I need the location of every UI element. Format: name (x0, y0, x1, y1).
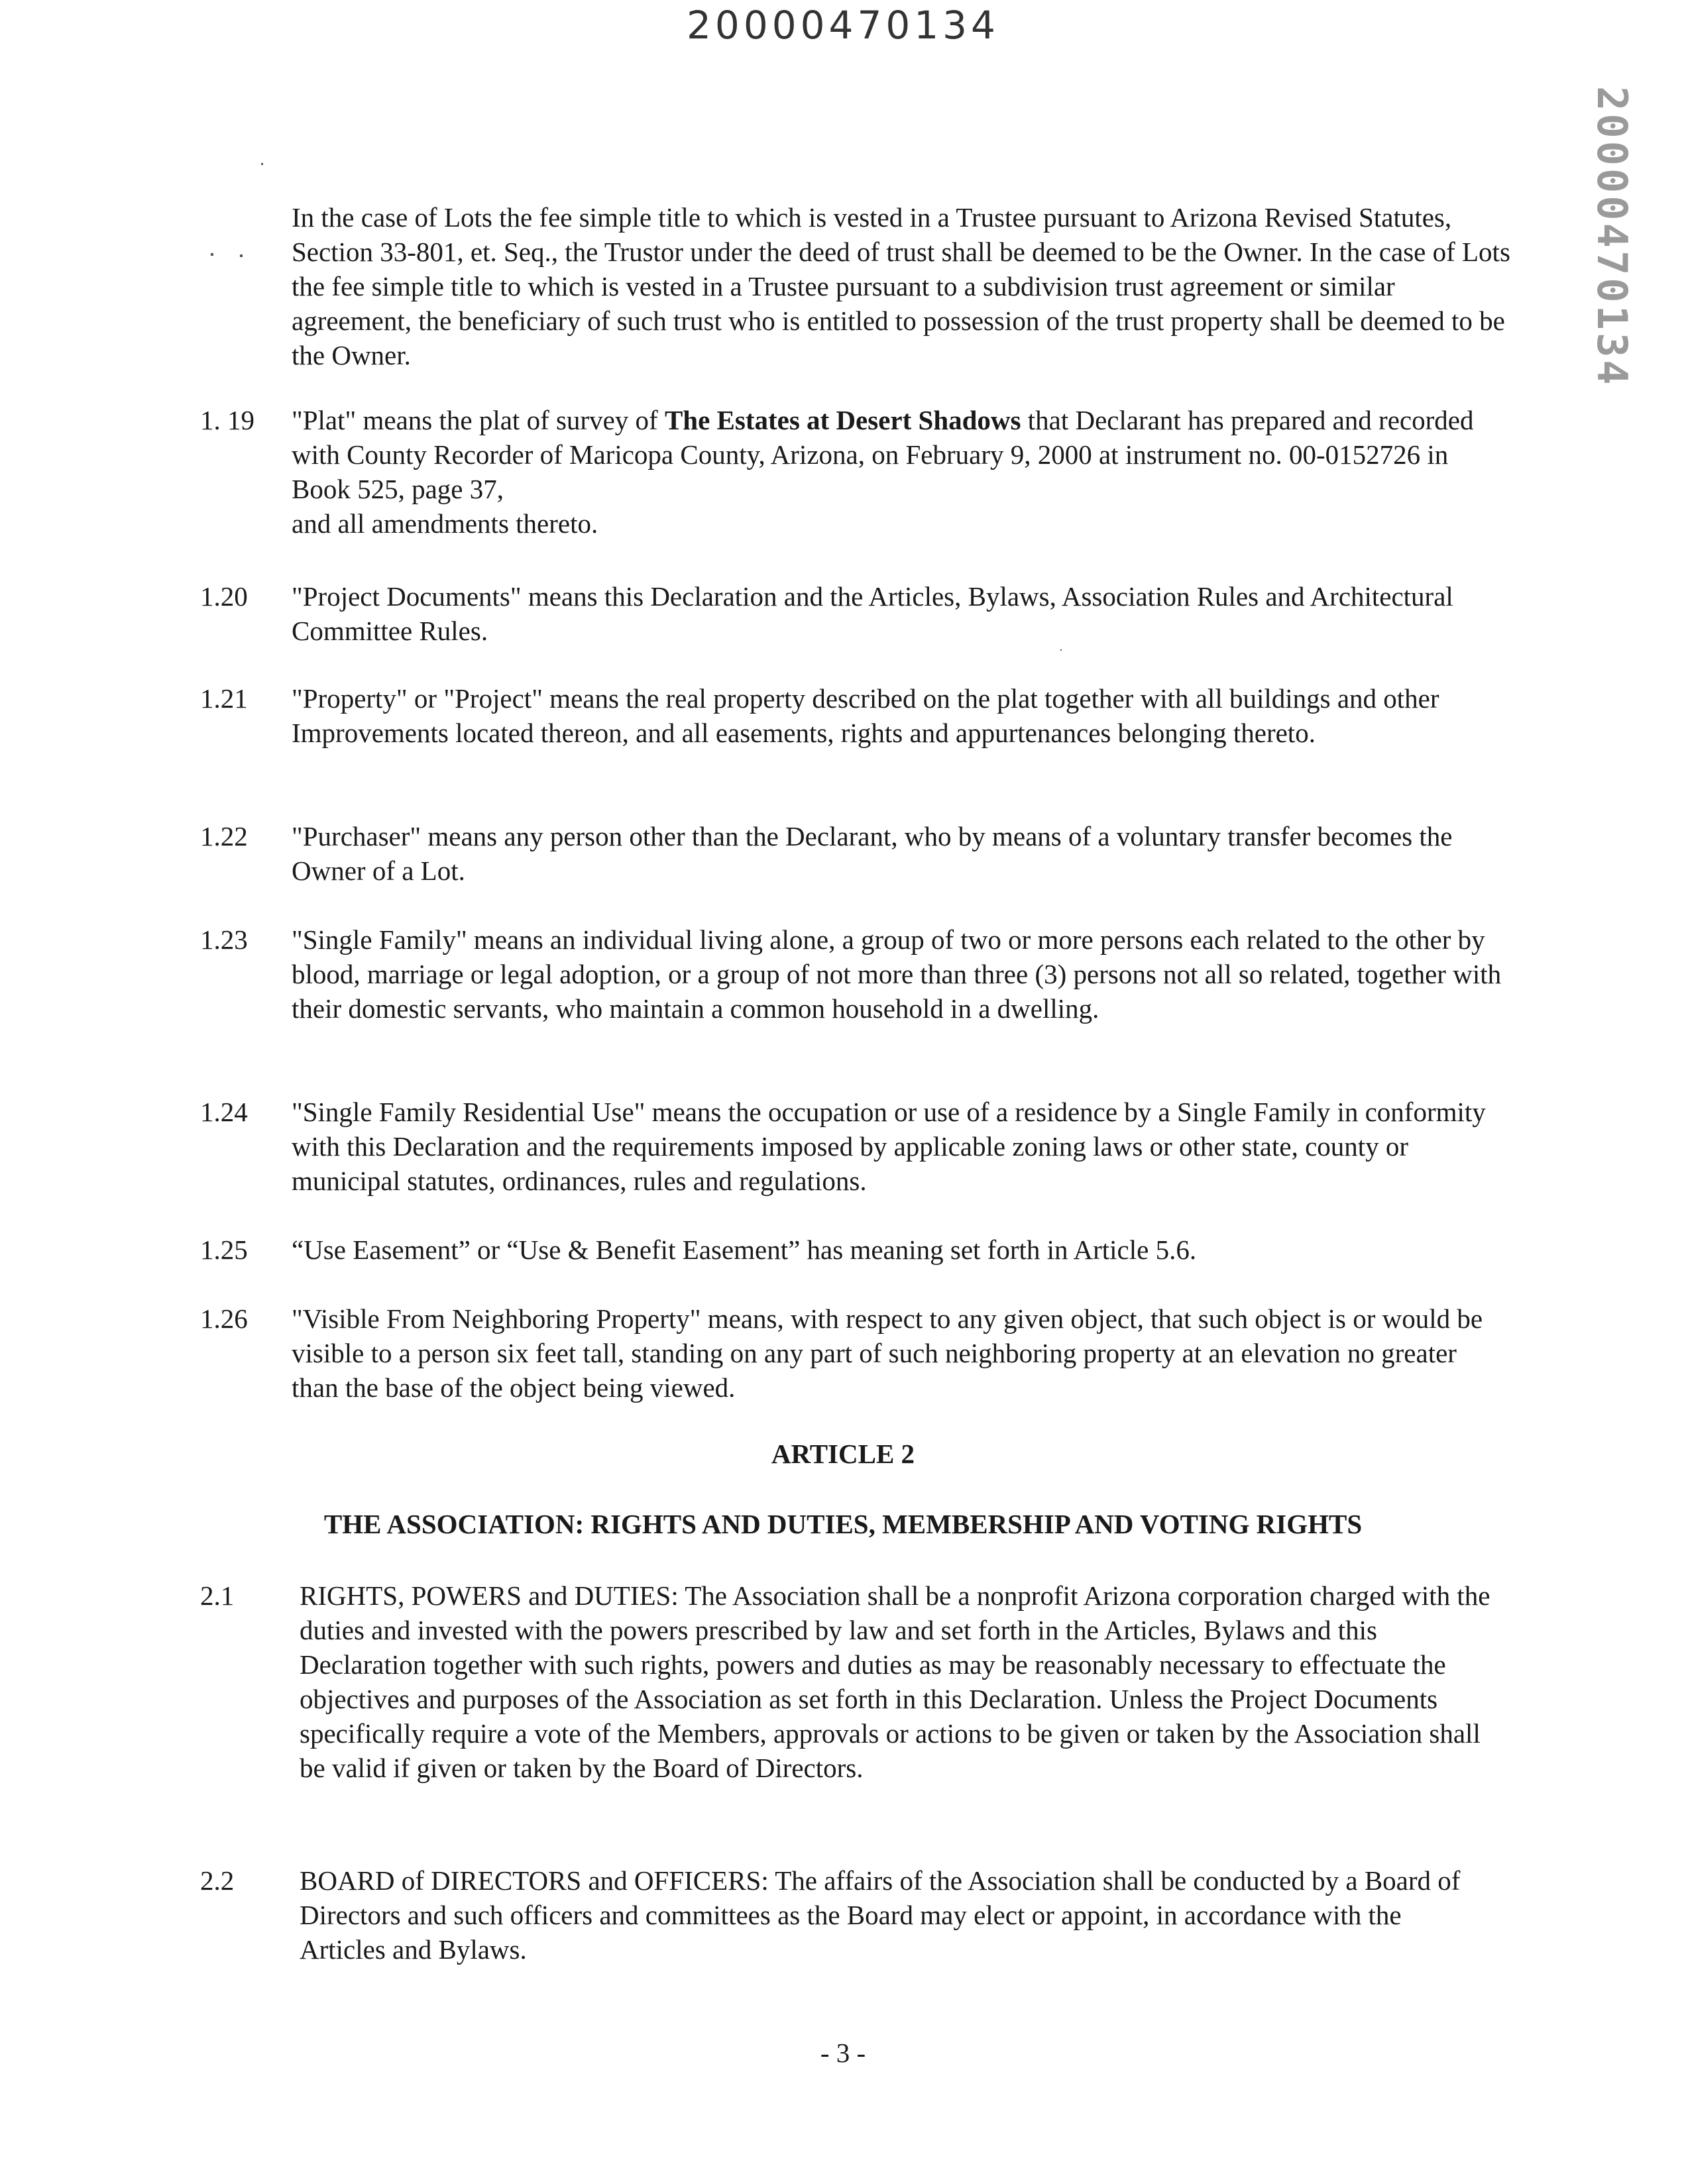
section-number: 1. 19 (200, 405, 254, 435)
section-text: "Single Family" means an individual living alone, a group of two or more persons each related to the other by blood, marriage or legal adoption, or a group of not more than three (3) persons not all so related, together with their domestic servants, who maintain a common household in a dwelling. (292, 924, 1502, 1024)
section-number: 2.2 (200, 1865, 235, 1896)
document-number: 20000470134 (687, 3, 999, 48)
section-text-part: "Plat" means the plat of survey of (292, 405, 665, 435)
section-number: 1.21 (200, 683, 248, 714)
section-number: 1.23 (200, 924, 248, 955)
section-text (292, 403, 1485, 541)
scan-mark (261, 163, 263, 165)
scan-mark (211, 253, 213, 256)
section-text: "Visible From Neighboring Property" means, with respect to any given object, that such object is or would be visible to a person six feet tall, standing on any part of such neighboring property at an elevation no greater than the base of the object being viewed. (292, 1303, 1483, 1403)
section-text: "Project Documents" means this Declaration and the Articles, Bylaws, Association Rules and Architectural Committee Rules. (292, 581, 1453, 646)
section-text: BOARD of DIRECTORS and OFFICERS: The affairs of the Association shall be conducted by a Board of Directors and such officers and committees as the Board may elect or appoint, in accordance with the Articles and Bylaws. (300, 1865, 1461, 1965)
section-text: "Single Family Residential Use" means the occupation or use of a residence by a Single Family in conformity with this Declaration and the requirements imposed by applicable zoning laws or other state, county or municipal statutes, ordinances, rules and regulations. (292, 1097, 1486, 1196)
section-text-part: that Declarant has prepared and recorded with County Recorder of Maricopa County, Arizona, on February 9, 2000 at instrument no. 00-0152726 in Book 525, page 37, (292, 405, 1474, 504)
section-text-part: and all amendments thereto. (292, 508, 598, 539)
article-label: ARTICLE 2 (771, 1439, 915, 1469)
scan-mark (1060, 649, 1062, 651)
scan-mark (240, 254, 243, 257)
section-number: 1.24 (200, 1097, 248, 1127)
section-text: “Use Easement” or “Use & Benefit Easement” has meaning set forth in Article 5.6. (292, 1234, 1197, 1265)
section-number: 1.22 (200, 821, 248, 851)
section-text: "Purchaser" means any person other than the Declarant, who by means of a voluntary transfer becomes the Owner of a Lot. (292, 821, 1453, 886)
project-name: The Estates at Desert Shadows (664, 405, 1021, 435)
section-text: "Property" or "Project" means the real property described on the plat together with all buildings and other Improvements located thereon, and all easements, rights and appurtenances belonging thereto. (292, 683, 1439, 748)
article-title: THE ASSOCIATION: RIGHTS AND DUTIES, MEMBERSHIP AND VOTING RIGHTS (323, 1509, 1363, 1539)
continuation-paragraph: In the case of Lots the fee simple title to which is vested in a Trustee pursuant to Arizona Revised Statutes, Section 33-801, et. Seq., the Trustor under the deed of trust shall be deemed to be the Owner. In the case of Lots the fee simple title to which is vested in a Trustee pursuant to a subdivision trust agreement or similar agreement, the beneficiary of such trust who is entitled to possession of the trust property shall be deemed to be the Owner. (292, 202, 1510, 370)
page-number: - 3 - (820, 2038, 866, 2068)
side-stamp: 20000470134 (1588, 86, 1636, 388)
section-text: RIGHTS, POWERS and DUTIES: The Association shall be a nonprofit Arizona corporation charged with the duties and invested with the powers prescribed by law and set forth in the Articles, Bylaws and this Declaration together with such rights, powers and duties as may be reasonably necessary to effectuate the objectives and purposes of the Association as set forth in this Declaration. Unless the Project Documents specifically require a vote of the Members, approvals or actions to be given or taken by the Association shall be valid if given or taken by the Board of Directors. (300, 1580, 1490, 1783)
section-number: 1.20 (200, 581, 248, 612)
section-number: 2.1 (200, 1580, 235, 1611)
section-number: 1.26 (200, 1303, 248, 1334)
section-number: 1.25 (200, 1234, 248, 1265)
